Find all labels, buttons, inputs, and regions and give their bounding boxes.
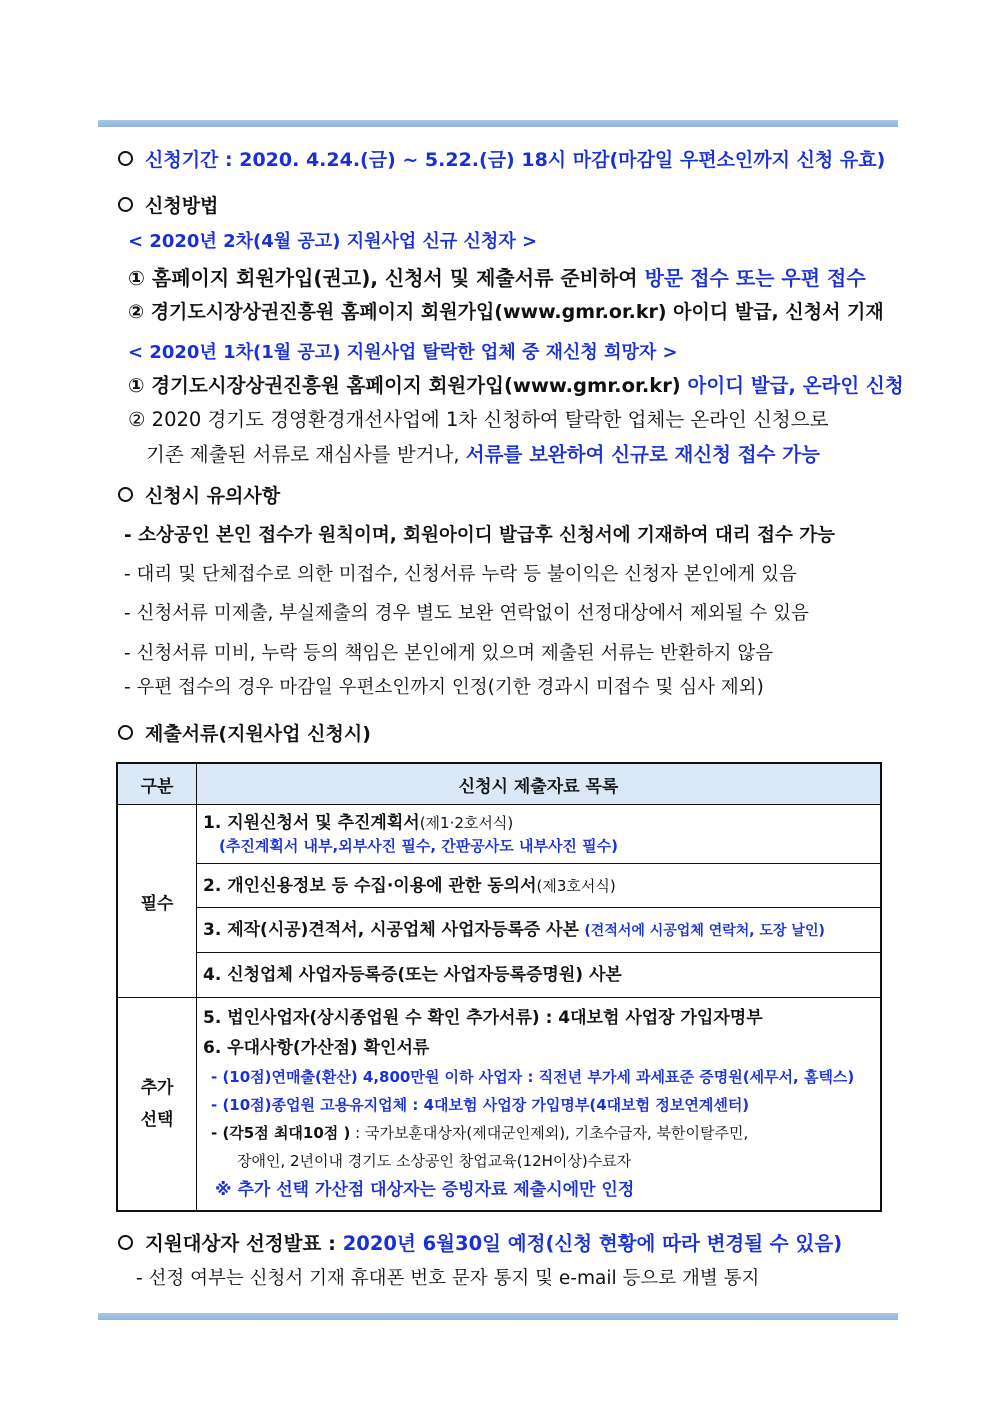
method-group2-item2-line1: ② 2020 경기도 경영환경개선사업에 1차 신청하여 탈락한 업체는 온라인 신청으로	[128, 408, 829, 431]
note-item: - 우편 접수의 경우 마감일 우편소인까지 인정(기한 경과시 미접수 및 심사 제외)	[124, 677, 764, 698]
required-label: 필수	[117, 805, 197, 998]
table-row	[117, 805, 881, 864]
circle-bullet-icon	[118, 1235, 133, 1250]
optional-item-6: 6. 우대사항(가산점) 확인서류	[203, 1038, 430, 1058]
application-period: 신청기간 : 2020. 4.24.(금) ~ 5.22.(금) 18시 마감(마감일 우편소인까지 신청 유효)	[118, 148, 885, 172]
required-item-3: 3. 제작(시공)견적서, 시공업체 사업자등록증 사본 (견적서에 시공업체 연락처, 도장 날인)	[203, 919, 825, 940]
method-group2-item2-line2: 기존 제출된 서류로 재심사를 받거나, 서류를 보완하여 신규로 재신청 접수 가능	[146, 443, 820, 466]
circle-bullet-icon	[118, 197, 133, 212]
documents-table	[116, 762, 882, 1212]
table-row	[117, 998, 881, 1212]
required-item-1: 1. 지원신청서 및 추진계획서(제1·2호서식)	[203, 813, 514, 833]
note-item: - 대리 및 단체접수로 의한 미접수, 신청서류 누락 등 불이익은 신청자 본인에게 있음	[124, 564, 797, 585]
method-title: 신청방법	[118, 194, 218, 218]
optional-item-6c-line2: 장애인, 2년이내 경기도 소상공인 창업교육(12H이상)수료자	[237, 1152, 632, 1170]
optional-item-6c: - (각5점 최대10점 ) : 국가보훈대상자(제대군인제외), 기초수급자, 북한이탈주민,	[211, 1124, 749, 1142]
table-row	[117, 953, 881, 998]
note-item: - 신청서류 미제출, 부실제출의 경우 별도 보완 연락없이 선정대상에서 제외될 수 있음	[124, 603, 809, 624]
method-group1-item2: ② 경기도시장상권진흥원 홈페이지 회원가입(www.gmr.or.kr) 아이디 발급, 신청서 기재	[128, 301, 884, 323]
optional-item-5: 5. 법인사업자(상시종업원 수 확인 추가서류) : 4대보험 사업장 가입자명부	[203, 1008, 763, 1028]
optional-footnote: ※ 추가 선택 가산점 대상자는 증빙자료 제출시에만 인정	[215, 1180, 635, 1200]
docs-title: 제출서류(지원사업 신청시)	[118, 722, 371, 746]
optional-label: 추가 선택	[117, 998, 197, 1212]
method-group2-item1: ① 경기도시장상권진흥원 홈페이지 회원가입(www.gmr.or.kr) 아이디 발급, 온라인 신청	[128, 374, 904, 397]
circle-bullet-icon	[118, 487, 133, 502]
optional-item-6a: - (10점)연매출(환산) 4,800만원 이하 사업자 : 직전년 부가세 과세표준 증명원(세무서, 홈텍스)	[211, 1068, 855, 1086]
required-item-4: 4. 신청업체 사업자등록증(또는 사업자등록증명원) 사본	[203, 965, 622, 985]
table-row	[117, 908, 881, 953]
method-group1-title: < 2020년 2차(4월 공고) 지원사업 신규 신청자 >	[128, 231, 538, 252]
announcement: 지원대상자 선정발표 : 2020년 6월30일 예정(신청 현황에 따라 변경될 수 있음)	[118, 1232, 842, 1256]
top-divider	[98, 120, 898, 127]
notes-title: 신청시 유의사항	[118, 484, 280, 508]
method-group1-item1: ① 홈페이지 회원가입(권고), 신청서 및 제출서류 준비하여 방문 접수 또는 우편 접수	[128, 266, 866, 290]
circle-bullet-icon	[118, 151, 133, 166]
note-item: - 신청서류 미비, 누락 등의 책임은 본인에게 있으며 제출된 서류는 반환하지 않음	[124, 643, 774, 664]
required-item-1-note: (추진계획서 내부,외부사진 필수, 간판공사도 내부사진 필수)	[219, 837, 618, 855]
table-row	[117, 864, 881, 908]
table-header-row	[117, 763, 881, 805]
circle-bullet-icon	[118, 725, 133, 740]
table-header-category: 구분	[117, 763, 197, 805]
method-group2-title: < 2020년 1차(1월 공고) 지원사업 탈락한 업체 중 재신청 희망자 >	[128, 342, 678, 363]
bottom-divider	[98, 1313, 898, 1320]
announcement-note: - 선정 여부는 신청서 기재 휴대폰 번호 문자 통지 및 e-mail 등으로 개별 통지	[136, 1268, 760, 1289]
optional-item-6b: - (10점)종업원 고용유지업체 : 4대보험 사업장 가입명부(4대보험 정보연계센터)	[211, 1096, 750, 1114]
note-item: - 소상공인 본인 접수가 원칙이며, 회원아이디 발급후 신청서에 기재하여 대리 접수 가능	[124, 525, 836, 546]
required-item-2: 2. 개인신용정보 등 수집·이용에 관한 동의서(제3호서식)	[203, 875, 616, 896]
table-header-list: 신청시 제출자료 목록	[197, 763, 882, 805]
